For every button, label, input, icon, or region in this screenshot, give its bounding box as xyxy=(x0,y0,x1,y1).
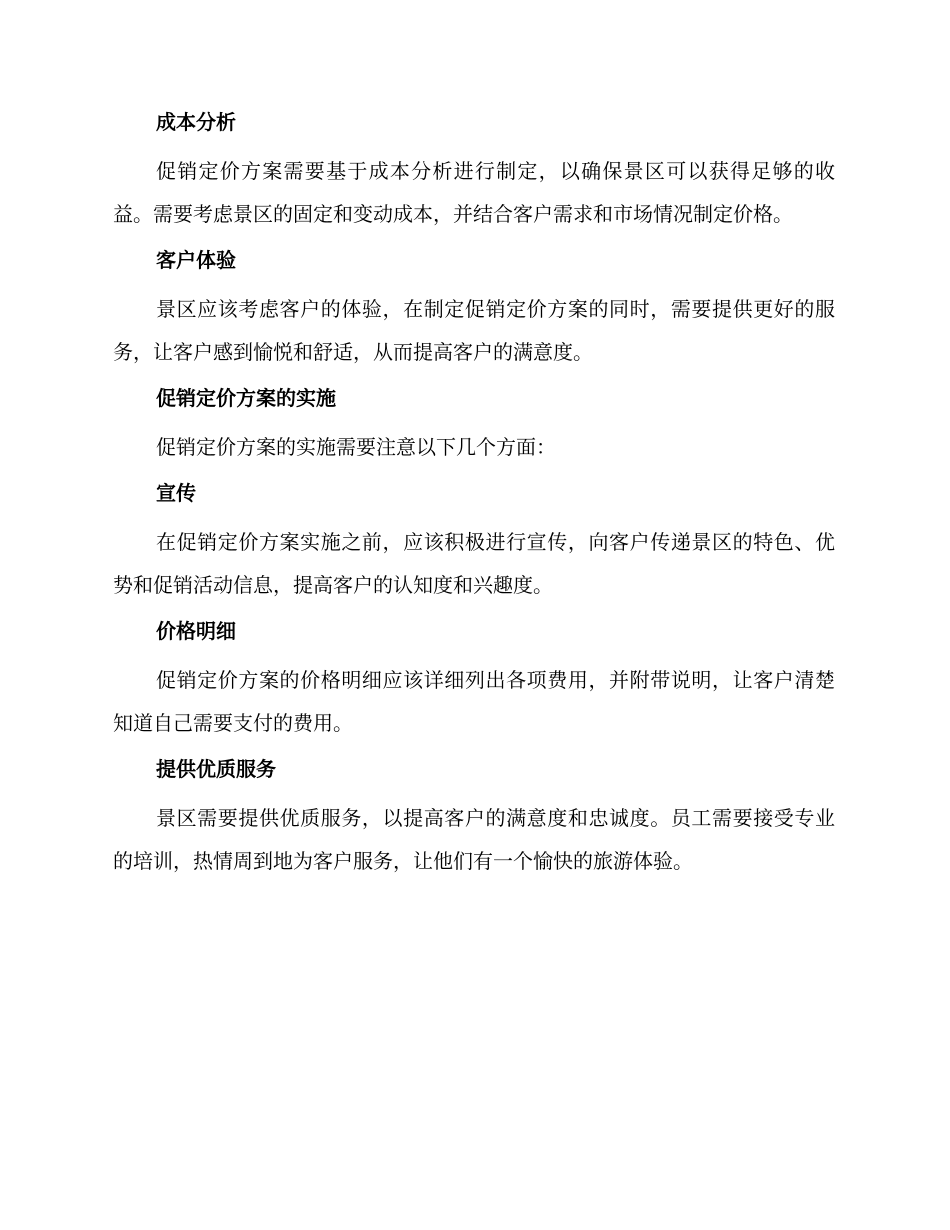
document-page xyxy=(113,108,835,893)
section-body-customer-experience: 景区应该考虑客户的体验，在制定促销定价方案的同时，需要提供更好的服务，让客户感到愉悦和舒适，从而提高客户的满意度。 xyxy=(113,297,835,364)
section-body-quality-service: 景区需要提供优质服务，以提高客户的满意度和忠诚度。员工需要接受专业的培训，热情周到地为客户服务，让他们有一个愉快的旅游体验。 xyxy=(113,806,835,873)
section-body-cost-analysis: 促销定价方案需要基于成本分析进行制定，以确保景区可以获得足够的收益。需要考虑景区的固定和变动成本，并结合客户需求和市场情况制定价格。 xyxy=(113,159,835,226)
section-body-implementation: 促销定价方案的实施需要注意以下几个方面： xyxy=(156,435,556,459)
section-heading-price-details: 价格明细 xyxy=(156,619,236,643)
section-heading-promotion: 宣传 xyxy=(156,481,196,505)
section-heading-implementation: 促销定价方案的实施 xyxy=(156,386,336,410)
section-heading-cost-analysis: 成本分析 xyxy=(156,110,236,134)
section-body-price-details: 促销定价方案的价格明细应该详细列出各项费用，并附带说明，让客户清楚知道自己需要支付的费用。 xyxy=(113,668,835,735)
section-heading-quality-service: 提供优质服务 xyxy=(156,757,276,781)
section-body-promotion: 在促销定价方案实施之前，应该积极进行宣传，向客户传递景区的特色、优势和促销活动信息，提高客户的认知度和兴趣度。 xyxy=(113,530,835,597)
section-heading-customer-experience: 客户体验 xyxy=(156,248,236,272)
